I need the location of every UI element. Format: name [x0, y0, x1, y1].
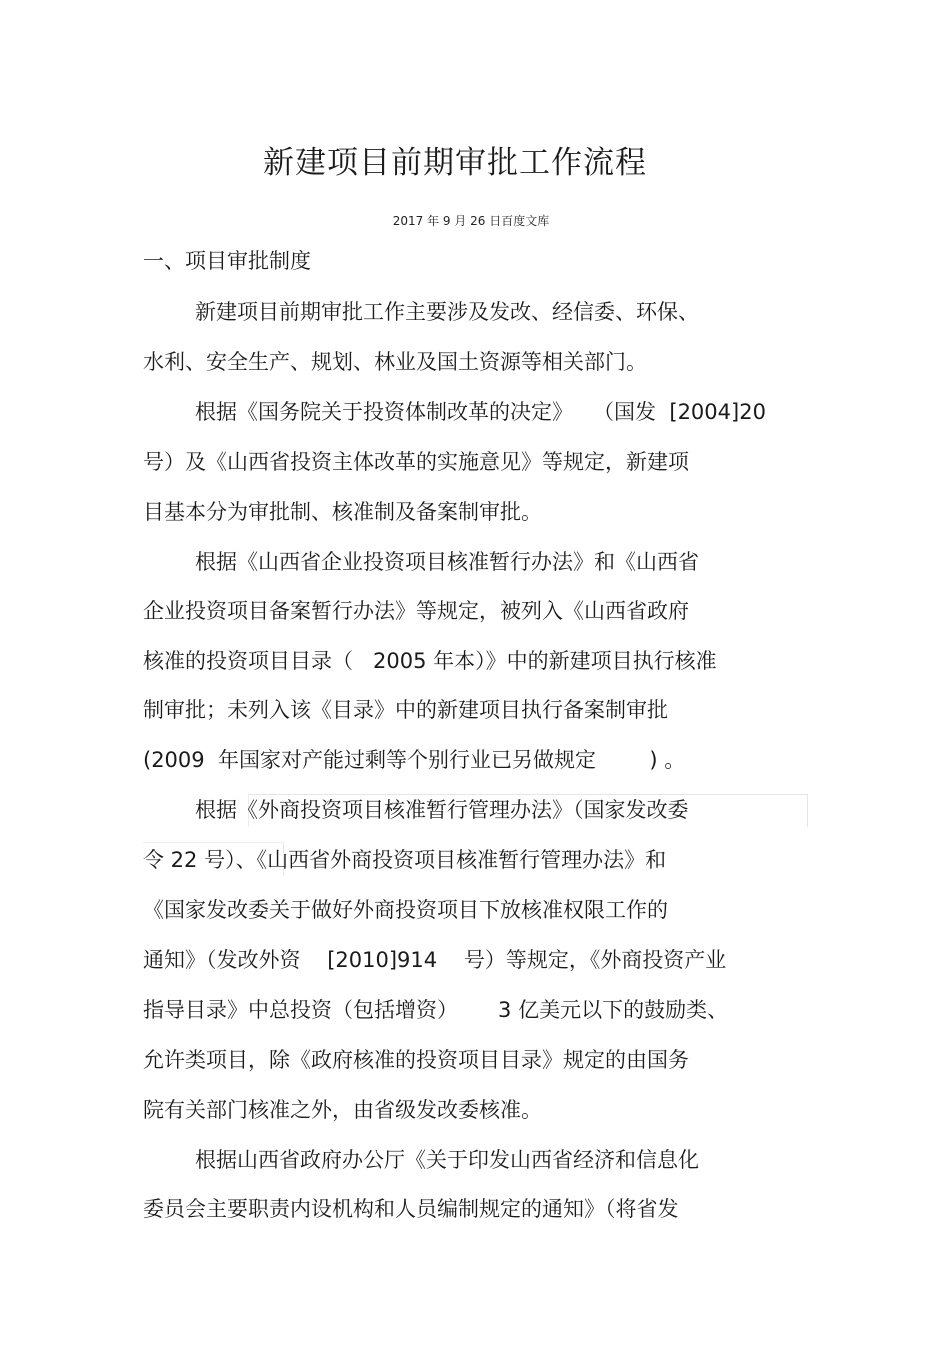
document-date-source: 2017 年 9 月 26 日百度文库	[392, 214, 550, 228]
body-line: 院有关部门核准之外，由省级发改委核准。	[143, 1098, 542, 1122]
body-line: 根据《外商投资项目核准暂行管理办法》（国家发改委	[195, 798, 689, 822]
body-line: 新建项目前期审批工作主要涉及发改、经信委、环保、	[195, 300, 699, 324]
section-heading: 一、项目审批制度	[143, 249, 311, 273]
body-line: 委员会主要职责内设机构和人员编制规定的通知》（将省发	[143, 1197, 679, 1221]
body-line: 制审批；未列入该《目录》中的新建项目执行备案制审批	[143, 698, 668, 722]
body-line: 允许类项目，除《政府核准的投资项目目录》规定的由国务	[143, 1048, 689, 1072]
body-line: 号）及《山西省投资主体改革的实施意见》等规定，新建项	[143, 450, 689, 474]
body-line: 令 22 号）、《山西省外商投资项目核准暂行管理办法》和	[143, 848, 667, 872]
body-line: 目基本分为审批制、核准制及备案制审批。	[143, 500, 542, 524]
body-line: 核准的投资项目目录（ 2005 年本）》中的新建项目执行核准	[143, 649, 717, 673]
body-line: 指导目录》中总投资（包括增资） 3 亿美元以下的鼓励类、	[143, 998, 729, 1022]
document-title: 新建项目前期审批工作流程	[263, 145, 647, 181]
body-line: 根据山西省政府办公厅《关于印发山西省经济和信息化	[195, 1148, 699, 1172]
body-line: 企业投资项目备案暂行办法》等规定，被列入《山西省政府	[143, 599, 689, 623]
body-line: 水利、安全生产、规划、林业及国土资源等相关部门。	[143, 350, 647, 374]
body-line: 根据《山西省企业投资项目核准暂行办法》和《山西省	[195, 550, 699, 574]
body-line: 通知》（发改外资 [2010]914 号）等规定，《外商投资产业	[143, 948, 727, 972]
body-line: 根据《国务院关于投资体制改革的决定》 （国发 [2004]20	[195, 400, 766, 424]
body-line: 《国家发改委关于做好外商投资项目下放核准权限工作的	[143, 898, 668, 922]
body-line: (2009 年国家对产能过剩等个别行业已另做规定 ) 。	[143, 748, 686, 772]
